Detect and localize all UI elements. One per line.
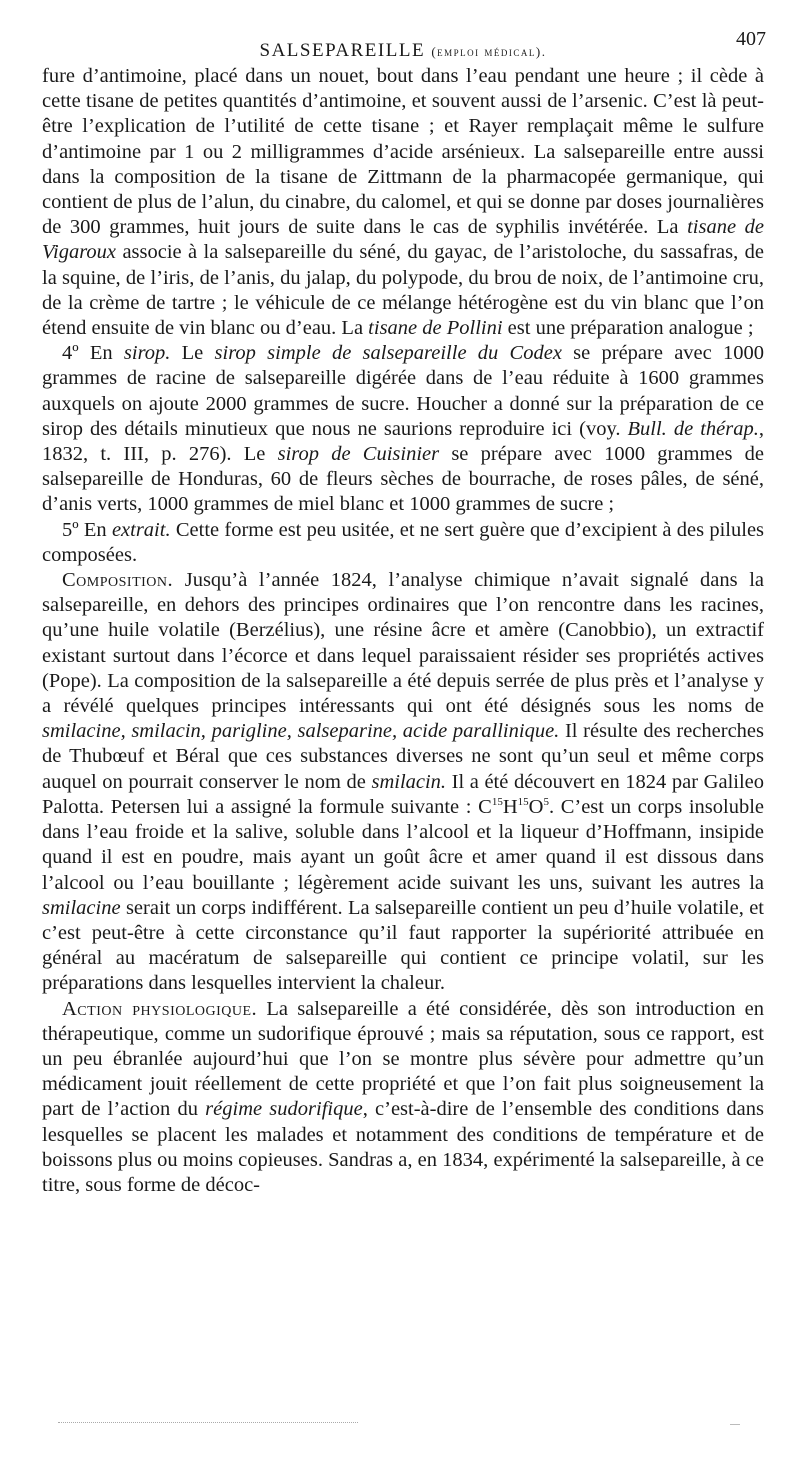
scan-artifact-line [58,1422,358,1424]
text-run: Il a été découvert en 1824 par Galileo Palotta. Petersen lui a assigné la formule suivante : C [42,770,765,818]
body-text [42,64,764,1198]
text-run: Le [181,342,204,365]
emphasis-text: extrait. [111,518,171,541]
running-title [260,40,547,62]
page-number: 407 [736,28,766,50]
formula-subscript: 5 [543,796,549,809]
running-title-main: SALSEPAREILLE [259,40,426,61]
running-title-sub: (emploi médical). [431,44,547,59]
document-page [42,22,764,1198]
text-run: , 1832, t. III, p. 276). Le [42,417,764,466]
emphasis-text: sirop de Cuisinier [277,443,440,466]
formula-subscript: 15 [491,796,503,809]
formula-subscript: 15 [517,796,529,809]
text-run: fure d’antimoine, placé dans un nouet, bout dans l’eau pendant une heure ; il cède à cette tisane de petites quantités d’antimoine, et souvent aussi de l’arsenic. C’est là peut-être l’explication de l’utilité de cette tisane ; et Rayer remplaçait même le sulfure d’antimoine par 1 ou 2 milligrammes d’acide arsénieux. La salsepareille entre aussi dans la composition de la tisane de Zittmann de la pharmacopée germanique, qui contient de plus de l’alun, du cinabre, du calomel, et qui se donne par doses journalières de 300 grammes, huit jours de suite dans le cas de syphilis invétérée. La [42,65,764,239]
paragraph-continuation [42,64,764,341]
emphasis-text: smilacine [42,896,121,919]
text-run: se prépare avec 1000 grammes de racine de salsepareille digérée dans de l’eau réduite à 1600 grammes auxquels on ajoute 2000 grammes de sucre. Houcher a donné sur la préparation de ce sirop des détails minutieux que nous ne saurions reproduire ici (voy. [42,342,764,440]
emphasis-text: tisane de Vigaroux [42,216,764,264]
emphasis-text: régime sudorifique [205,1098,363,1121]
emphasis-text: sirop simple de salsepareille du Codex [214,342,562,365]
text-run: O [528,795,544,818]
text-run: Jusqu’à l’année 1824, l’analyse chimique n’avait signalé dans la salsepareille, en dehors des principes ordinaires que l’on rencontre dans les racines, qu’une huile volatile (Berzélius), une résine âcre et amère (Canobbio), un extractif existant surtout dans l’écorce et dans lequel paraissaient résider ses propriétés actives (Pope). La composition de la salsepareille a été depuis serrée de plus près et l’analyse y a révélé quelques principes intéressants qui ont été désignés sous les noms de [42,569,764,718]
section-heading: Composition. [62,569,174,592]
paragraph-extrait [42,518,764,568]
emphasis-text: tisane de Pollini [368,317,503,340]
text-run: se prépare avec 1000 grammes de salsepareille de Honduras, 60 de fleurs sèches de bourrache, de roses pâles, de séné, d’anis verts, 1000 grammes de miel blanc et 1000 grammes de sucre ; [42,443,765,516]
paragraph-action-physiologique [42,997,764,1199]
text-run: , c’est-à-dire de l’ensemble des conditions dans lesquelles se placent les malades et notamment des conditions de température et de boissons plus ou moins copieuses. Sandras a, en 1834, expérimenté la salsepareille, à ce titre, sous forme de décoc- [42,1098,764,1196]
text-run: associe à la salsepareille du séné, du gayac, de l’aristoloche, du sassafras, de la squine, de l’iris, de l’anis, du jalap, du polypode, du brou de noix, de l’antimoine cru, de la crème de tartre ; le véhicule de ce mélange hétérogène est du vin blanc que l’on étend ensuite de vin blanc ou d’eau. La [42,241,764,340]
text-run: H [502,795,518,818]
text-run: . C’est un corps insoluble dans l’eau froide et la salive, soluble dans l’alcool et la liqueur d’Hoffmann, insipide quand il est en poudre, mais ayant un goût âcre et amer quand il est dissous dans l’alcool ou l’eau bouillante ; légèrement acide suivant les uns, suivant les autres la [42,795,764,894]
emphasis-text: smilacin. [371,770,447,793]
text-run: serait un corps indifférent. La salsepareille contient un peu d’huile volatile, et c’est peut-être à cette circonstance qu’il faut rapporter la supériorité attribuée en général au macératum de salsepareille qui contient ce principe volatil, sur les préparations dans lesquelles intervient la chaleur. [42,896,764,995]
text-run: La salsepareille a été considérée, dès son introduction en thérapeutique, comme un sudorifique éprouvé ; mais sa réputation, sous ce rapport, est un peu ébranlée aujourd’hui que l’on se montre plus sévère pour admettre qu’un médicament jouit réellement de cette propriété et que l’on fait plus soigneusement la part de l’action du [42,997,764,1121]
paragraph-sirop [42,341,764,517]
emphasis-text: sirop. [123,342,171,365]
text-run: 4º En [62,342,113,365]
emphasis-text: Bull. de thérap. [627,417,759,440]
text-run: 5º En [62,518,107,541]
paragraph-composition [42,568,764,996]
text-run: Cette forme est peu usitée, et ne sert guère que d’excipient à des pilules composées. [42,518,765,566]
emphasis-text: smilacine, smilacin, parigline, salseparine, acide parallinique. [42,720,560,743]
text-run: Il résulte des recherches de Thubœuf et Béral que ces substances diverses ne sont qu’un seul et même corps auquel on pourrait conserver le nom de [42,720,764,793]
text-run: est une préparation analogue ; [507,317,754,340]
running-header [42,22,764,64]
section-heading: Action physiologique. [62,997,258,1020]
scan-artifact-mark [730,1424,740,1425]
